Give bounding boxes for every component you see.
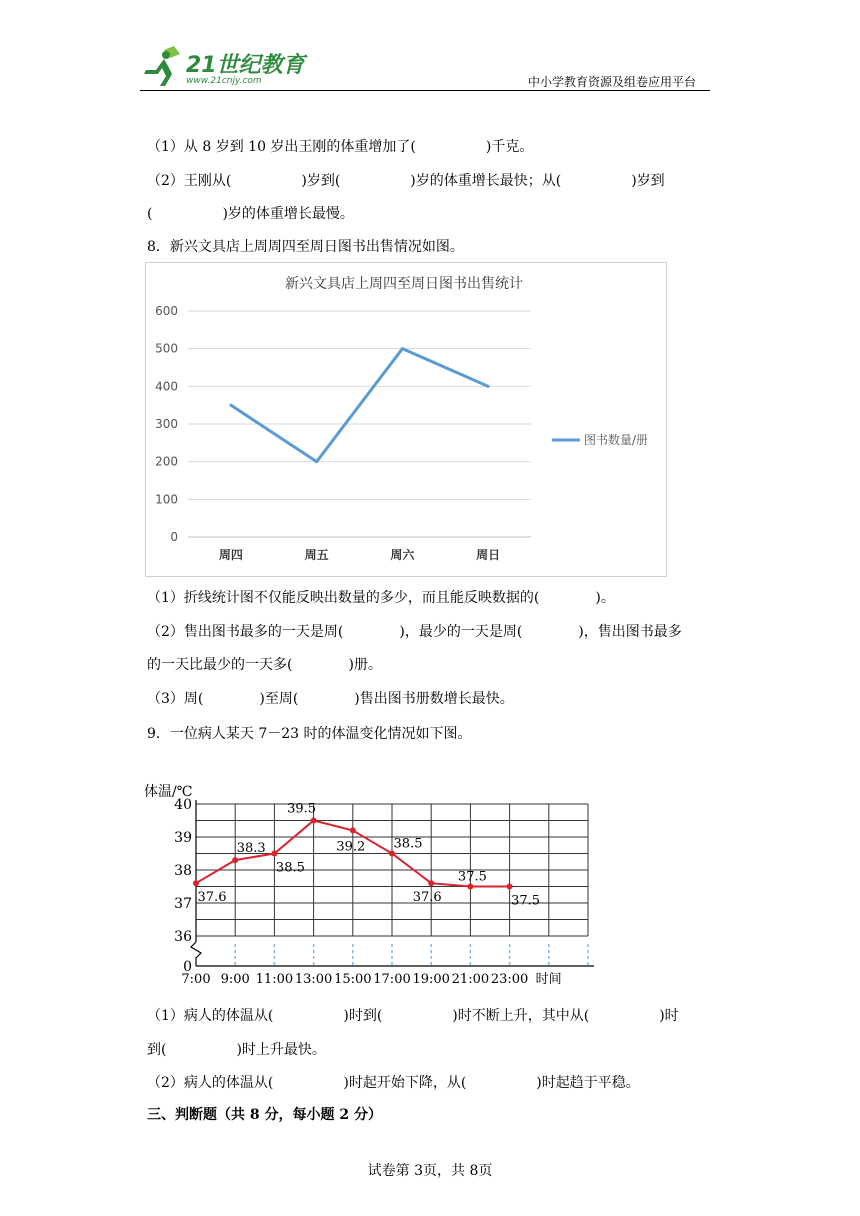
page-footer: 试卷第 3页，共 8页: [367, 1163, 493, 1179]
data-point: [229, 404, 232, 407]
q9-stem: 9．一位病人某天 7－23 时的体温变化情况如下图。: [147, 726, 472, 742]
data-point: [507, 884, 513, 890]
x-tick-label: 周日: [476, 548, 501, 562]
temperature-chart: [140, 776, 620, 996]
data-point: [232, 857, 238, 863]
x-tick-label: 7:00: [181, 972, 211, 987]
y-tick-label: 37: [174, 896, 192, 912]
y-tick-label: 200: [155, 454, 178, 469]
x-tick-label: 13:00: [294, 972, 333, 987]
legend-label: 图书数量/册: [584, 433, 649, 447]
logo-url: www.21cnjy.com: [186, 76, 262, 86]
data-label: 38.5: [275, 860, 305, 876]
y-tick-label: 39: [174, 830, 192, 846]
data-label: 37.5: [457, 869, 487, 885]
x-tick-label: 15:00: [334, 972, 372, 987]
data-label: 37.5: [511, 893, 541, 909]
header-logo: [140, 44, 310, 90]
y-tick-label: 400: [155, 379, 178, 394]
y-tick-label: 38: [174, 863, 192, 879]
y-tick-label: 0: [170, 530, 178, 544]
q8-stem: 8．新兴文具店上周周四至周日图书出售情况如图。: [147, 239, 464, 255]
x-axis-label: 时间: [535, 972, 562, 987]
runner-logo-icon: [140, 46, 184, 88]
data-point: [315, 460, 318, 463]
data-point: [193, 880, 199, 886]
data-point: [311, 818, 317, 824]
q7-sub2a: （2）王刚从( )岁到( )岁的体重增长最快；从( )岁到: [147, 173, 665, 189]
x-tick-label: 19:00: [412, 972, 450, 987]
data-point: [271, 851, 277, 857]
y-tick-label: 500: [155, 341, 178, 356]
temperature-chart-svg: [140, 776, 620, 996]
data-label: 37.6: [197, 890, 227, 906]
q8-sub3: （3）周( )至周( )售出图书册数增长最快。: [147, 691, 514, 707]
data-label: 38.5: [393, 836, 423, 852]
q8-sub2b: 的一天比最少的一天多( )册。: [147, 657, 382, 673]
section-3-heading: 三、判断题（共 8 分，每小题 2 分）: [147, 1107, 382, 1123]
book-sales-chart: [145, 262, 667, 577]
platform-name: 中小学教育资源及组卷应用平台: [528, 75, 697, 89]
q9-sub1a: （1）病人的体温从( )时到( )时不断上升，其中从( )时: [147, 1008, 679, 1024]
x-tick-label: 11:00: [255, 972, 294, 987]
data-point: [487, 385, 490, 388]
y-tick-label: 600: [155, 304, 178, 318]
q9-sub2: （2）病人的体温从( )时起开始下降，从( )时起趋于平稳。: [147, 1075, 640, 1091]
y-axis-label: 体温/℃: [144, 784, 193, 800]
x-tick-label: 23:00: [490, 972, 529, 987]
chart-title: 新兴文具店上周四至周日图书出售统计: [285, 276, 523, 292]
x-tick-label: 周五: [304, 548, 329, 562]
q7-sub1: （1）从 8 岁到 10 岁出王刚的体重增加了( )千克。: [147, 139, 534, 155]
q9-sub1b: 到( )时上升最快。: [147, 1042, 326, 1058]
data-label: 39.2: [336, 839, 366, 855]
data-point: [401, 347, 404, 350]
header-rule: [140, 90, 710, 91]
data-label: 39.5: [287, 801, 317, 817]
y-tick-label: 0: [183, 959, 192, 975]
q7-sub2b: ( )岁的体重增长最慢。: [147, 206, 354, 222]
x-tick-label: 21:00: [451, 972, 490, 987]
axis-break-mark: [191, 942, 201, 966]
data-label: 38.3: [236, 841, 266, 857]
y-tick-label: 36: [174, 929, 192, 945]
x-tick-label: 17:00: [373, 972, 411, 987]
x-tick-label: 周六: [390, 548, 415, 562]
data-point: [428, 880, 434, 886]
x-tick-label: 周四: [218, 548, 243, 562]
q8-sub1: （1）折线统计图不仅能反映出数量的多少，而且能反映数据的( )。: [147, 590, 615, 606]
y-tick-label: 40: [174, 797, 192, 813]
y-tick-label: 100: [155, 492, 178, 507]
data-label: 37.6: [412, 890, 442, 906]
y-tick-label: 300: [155, 417, 178, 431]
series-line: [231, 349, 488, 462]
logo-text: 21世纪教育: [186, 53, 305, 78]
book-sales-chart-svg: [146, 263, 666, 576]
data-point: [350, 827, 356, 833]
q8-sub2a: （2）售出图书最多的一天是周( )，最少的一天是周( )，售出图书最多: [147, 624, 682, 640]
x-tick-label: 9:00: [220, 972, 250, 987]
